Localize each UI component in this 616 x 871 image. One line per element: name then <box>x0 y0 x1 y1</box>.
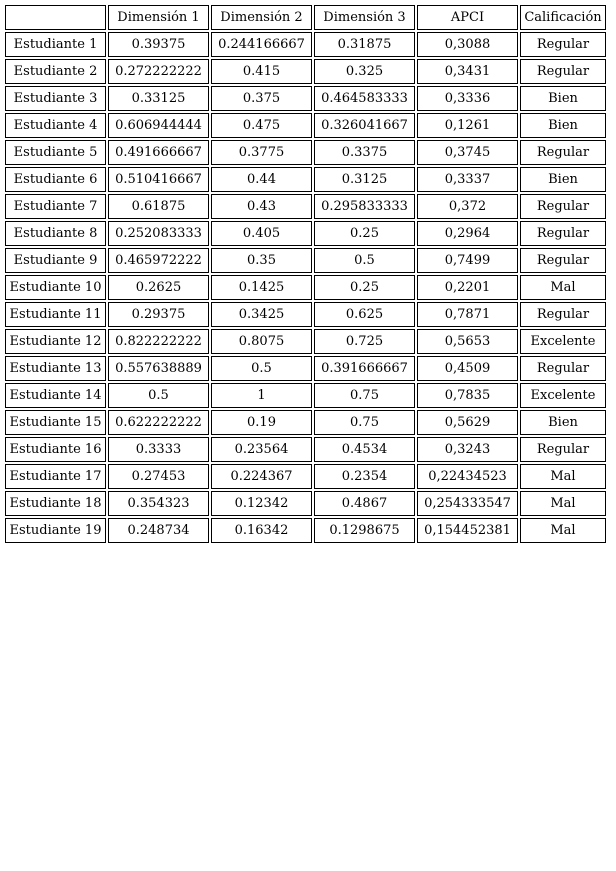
table-body <box>5 32 606 543</box>
table-row <box>5 221 606 246</box>
grades-table <box>3 3 608 545</box>
header-cell-dimension-3: Dimensión 3 <box>314 5 415 30</box>
dimension-1-cell: 0.27453 <box>108 464 209 489</box>
apci-cell: 0,5629 <box>417 410 518 435</box>
dimension-2-cell: 0.23564 <box>211 437 312 462</box>
dimension-1-cell: 0.39375 <box>108 32 209 57</box>
dimension-2-cell: 0.44 <box>211 167 312 192</box>
dimension-3-cell: 0.5 <box>314 248 415 273</box>
table-row <box>5 383 606 408</box>
grade-cell: Regular <box>520 221 606 246</box>
dimension-1-cell: 0.491666667 <box>108 140 209 165</box>
grade-cell: Mal <box>520 275 606 300</box>
grade-cell: Excelente <box>520 383 606 408</box>
dimension-1-cell: 0.61875 <box>108 194 209 219</box>
student-name-cell: Estudiante 14 <box>5 383 106 408</box>
table-row <box>5 59 606 84</box>
dimension-2-cell: 0.3425 <box>211 302 312 327</box>
grade-cell: Regular <box>520 437 606 462</box>
dimension-2-cell: 0.43 <box>211 194 312 219</box>
dimension-3-cell: 0.326041667 <box>314 113 415 138</box>
grade-cell: Bien <box>520 410 606 435</box>
student-name-cell: Estudiante 3 <box>5 86 106 111</box>
dimension-2-cell: 0.19 <box>211 410 312 435</box>
apci-cell: 0,2964 <box>417 221 518 246</box>
dimension-3-cell: 0.4867 <box>314 491 415 516</box>
table-row <box>5 140 606 165</box>
student-name-cell: Estudiante 18 <box>5 491 106 516</box>
dimension-2-cell: 0.8075 <box>211 329 312 354</box>
dimension-3-cell: 0.3375 <box>314 140 415 165</box>
table-row <box>5 356 606 381</box>
dimension-3-cell: 0.295833333 <box>314 194 415 219</box>
dimension-1-cell: 0.248734 <box>108 518 209 543</box>
student-name-cell: Estudiante 1 <box>5 32 106 57</box>
dimension-2-cell: 0.35 <box>211 248 312 273</box>
grade-cell: Regular <box>520 59 606 84</box>
table-row <box>5 518 606 543</box>
grade-cell: Regular <box>520 194 606 219</box>
apci-cell: 0,7499 <box>417 248 518 273</box>
dimension-3-cell: 0.2354 <box>314 464 415 489</box>
dimension-3-cell: 0.3125 <box>314 167 415 192</box>
table-row <box>5 329 606 354</box>
table-row <box>5 194 606 219</box>
dimension-2-cell: 0.12342 <box>211 491 312 516</box>
dimension-1-cell: 0.272222222 <box>108 59 209 84</box>
header-cell-dimension-2: Dimensión 2 <box>211 5 312 30</box>
student-name-cell: Estudiante 5 <box>5 140 106 165</box>
apci-cell: 0,3337 <box>417 167 518 192</box>
table-row <box>5 275 606 300</box>
dimension-1-cell: 0.2625 <box>108 275 209 300</box>
dimension-3-cell: 0.75 <box>314 383 415 408</box>
table-container <box>3 3 608 545</box>
dimension-1-cell: 0.33125 <box>108 86 209 111</box>
grade-cell: Mal <box>520 491 606 516</box>
grade-cell: Mal <box>520 464 606 489</box>
grade-cell: Mal <box>520 518 606 543</box>
dimension-1-cell: 0.3333 <box>108 437 209 462</box>
table-row <box>5 437 606 462</box>
table-row <box>5 248 606 273</box>
grade-cell: Regular <box>520 140 606 165</box>
dimension-2-cell: 0.224367 <box>211 464 312 489</box>
dimension-2-cell: 0.16342 <box>211 518 312 543</box>
dimension-3-cell: 0.725 <box>314 329 415 354</box>
student-name-cell: Estudiante 13 <box>5 356 106 381</box>
dimension-3-cell: 0.25 <box>314 275 415 300</box>
dimension-2-cell: 0.5 <box>211 356 312 381</box>
dimension-2-cell: 1 <box>211 383 312 408</box>
dimension-3-cell: 0.391666667 <box>314 356 415 381</box>
table-row <box>5 410 606 435</box>
apci-cell: 0,5653 <box>417 329 518 354</box>
dimension-3-cell: 0.25 <box>314 221 415 246</box>
dimension-3-cell: 0.1298675 <box>314 518 415 543</box>
student-name-cell: Estudiante 4 <box>5 113 106 138</box>
table-row <box>5 464 606 489</box>
header-cell-grade: Calificación <box>520 5 606 30</box>
apci-cell: 0,2201 <box>417 275 518 300</box>
table-row <box>5 113 606 138</box>
header-cell-dimension-1: Dimensión 1 <box>108 5 209 30</box>
grade-cell: Bien <box>520 86 606 111</box>
apci-cell: 0,7835 <box>417 383 518 408</box>
student-name-cell: Estudiante 15 <box>5 410 106 435</box>
student-name-cell: Estudiante 6 <box>5 167 106 192</box>
apci-cell: 0,4509 <box>417 356 518 381</box>
apci-cell: 0,1261 <box>417 113 518 138</box>
table-row <box>5 302 606 327</box>
dimension-3-cell: 0.4534 <box>314 437 415 462</box>
dimension-3-cell: 0.31875 <box>314 32 415 57</box>
student-name-cell: Estudiante 10 <box>5 275 106 300</box>
grade-cell: Bien <box>520 167 606 192</box>
grade-cell: Regular <box>520 248 606 273</box>
apci-cell: 0,154452381 <box>417 518 518 543</box>
student-name-cell: Estudiante 17 <box>5 464 106 489</box>
dimension-2-cell: 0.475 <box>211 113 312 138</box>
grade-cell: Regular <box>520 356 606 381</box>
dimension-3-cell: 0.464583333 <box>314 86 415 111</box>
grade-cell: Bien <box>520 113 606 138</box>
grade-cell: Regular <box>520 32 606 57</box>
table-row <box>5 491 606 516</box>
grade-cell: Regular <box>520 302 606 327</box>
apci-cell: 0,22434523 <box>417 464 518 489</box>
student-name-cell: Estudiante 8 <box>5 221 106 246</box>
dimension-1-cell: 0.557638889 <box>108 356 209 381</box>
dimension-3-cell: 0.325 <box>314 59 415 84</box>
apci-cell: 0,3431 <box>417 59 518 84</box>
student-name-cell: Estudiante 9 <box>5 248 106 273</box>
table-row <box>5 167 606 192</box>
dimension-1-cell: 0.252083333 <box>108 221 209 246</box>
apci-cell: 0,372 <box>417 194 518 219</box>
student-name-cell: Estudiante 12 <box>5 329 106 354</box>
dimension-2-cell: 0.244166667 <box>211 32 312 57</box>
header-cell-apci: APCI <box>417 5 518 30</box>
dimension-1-cell: 0.510416667 <box>108 167 209 192</box>
grade-cell: Excelente <box>520 329 606 354</box>
student-name-cell: Estudiante 16 <box>5 437 106 462</box>
student-name-cell: Estudiante 7 <box>5 194 106 219</box>
dimension-1-cell: 0.5 <box>108 383 209 408</box>
dimension-1-cell: 0.465972222 <box>108 248 209 273</box>
apci-cell: 0,7871 <box>417 302 518 327</box>
dimension-2-cell: 0.1425 <box>211 275 312 300</box>
dimension-2-cell: 0.375 <box>211 86 312 111</box>
table-row <box>5 86 606 111</box>
student-name-cell: Estudiante 2 <box>5 59 106 84</box>
apci-cell: 0,3745 <box>417 140 518 165</box>
dimension-3-cell: 0.75 <box>314 410 415 435</box>
student-name-cell: Estudiante 19 <box>5 518 106 543</box>
apci-cell: 0,3088 <box>417 32 518 57</box>
table-header <box>5 5 606 30</box>
dimension-1-cell: 0.822222222 <box>108 329 209 354</box>
dimension-2-cell: 0.3775 <box>211 140 312 165</box>
header-cell-blank <box>5 5 106 30</box>
dimension-1-cell: 0.606944444 <box>108 113 209 138</box>
apci-cell: 0,3336 <box>417 86 518 111</box>
student-name-cell: Estudiante 11 <box>5 302 106 327</box>
table-row <box>5 32 606 57</box>
apci-cell: 0,3243 <box>417 437 518 462</box>
dimension-1-cell: 0.354323 <box>108 491 209 516</box>
dimension-1-cell: 0.29375 <box>108 302 209 327</box>
dimension-1-cell: 0.622222222 <box>108 410 209 435</box>
header-row <box>5 5 606 30</box>
dimension-2-cell: 0.415 <box>211 59 312 84</box>
dimension-3-cell: 0.625 <box>314 302 415 327</box>
apci-cell: 0,254333547 <box>417 491 518 516</box>
dimension-2-cell: 0.405 <box>211 221 312 246</box>
